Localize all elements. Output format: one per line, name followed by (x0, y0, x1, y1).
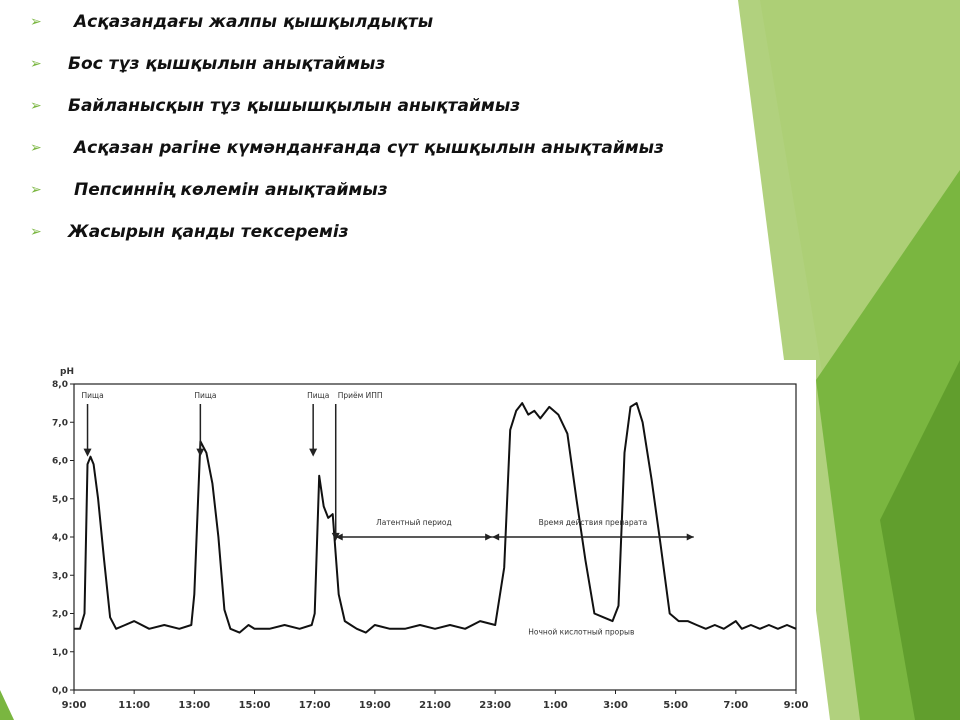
arrowhead-bullet-icon: ➢ (30, 140, 42, 156)
arrow-label: Пища (194, 391, 217, 400)
y-tick-label: 8,0 (52, 380, 68, 390)
x-tick-label: 11:00 (118, 700, 151, 711)
arrowhead-bullet-icon: ➢ (30, 56, 42, 72)
x-tick-label: 3:00 (603, 700, 628, 711)
arrowhead-bullet-icon: ➢ (30, 98, 42, 114)
x-tick-label: 13:00 (178, 700, 211, 711)
arrowhead-bullet-icon: ➢ (30, 182, 42, 198)
bullet-text: Асқазандағы жалпы қышқылдықты (74, 12, 434, 32)
arrow-label: Приём ИПП (337, 391, 383, 400)
y-tick-label: 3,0 (52, 571, 68, 582)
bullet-item (30, 130, 910, 172)
bullet-text: Бос тұз қышқылын анықтаймыз (68, 54, 386, 74)
y-tick-label: 4,0 (52, 533, 68, 543)
x-tick-label: 21:00 (419, 700, 451, 711)
y-tick-label: 7,0 (52, 418, 68, 429)
x-tick-label: 15:00 (238, 700, 271, 711)
arrowhead-bullet-icon: ➢ (30, 224, 42, 240)
bullet-item (30, 4, 910, 46)
bullet-item (30, 172, 910, 214)
x-tick-label: 1:00 (542, 700, 568, 711)
bullet-text: Байланысқын тұз қышышқылын анықтаймыз (68, 96, 521, 116)
arrowhead-bullet-icon: ➢ (30, 14, 42, 30)
bullet-text: Жасырын қанды тексереміз (68, 222, 349, 242)
y-tick-label: 6,0 (52, 456, 68, 467)
y-tick-label: 2,0 (52, 609, 68, 620)
x-tick-label: 9:00 (61, 700, 87, 711)
bullet-text: Пепсиннің көлемін анықтаймыз (74, 180, 388, 200)
x-tick-label: 17:00 (298, 700, 331, 711)
bullet-item (30, 88, 910, 130)
bullet-text: Асқазан рагіне күмәнданғанда сүт қышқылын анықтаймыз (74, 138, 664, 158)
bullet-list (30, 4, 910, 256)
x-tick-label: 19:00 (358, 700, 391, 711)
y-tick-label: 1,0 (52, 647, 68, 658)
y-tick-label: 5,0 (52, 494, 68, 505)
x-tick-label: 5:00 (663, 700, 689, 711)
bullet-item (30, 46, 910, 88)
bullet-item (30, 214, 910, 256)
annotation-label: Ночной кислотный прорыв (528, 627, 635, 637)
arrow-label: Пища (307, 391, 330, 400)
x-tick-label: 23:00 (479, 700, 512, 711)
arrow-label: Пища (81, 391, 104, 400)
period-label: Латентный период (376, 518, 452, 527)
period-label: Время действия препарата (538, 518, 648, 527)
x-tick-label: 9:00 (783, 700, 809, 711)
chart-background (44, 360, 816, 720)
y-axis-label: pH (60, 367, 74, 377)
deco-left-sliver (0, 690, 14, 720)
x-tick-label: 7:00 (723, 700, 749, 711)
y-tick-label: 0,0 (52, 686, 68, 696)
ph-chart (44, 360, 816, 720)
